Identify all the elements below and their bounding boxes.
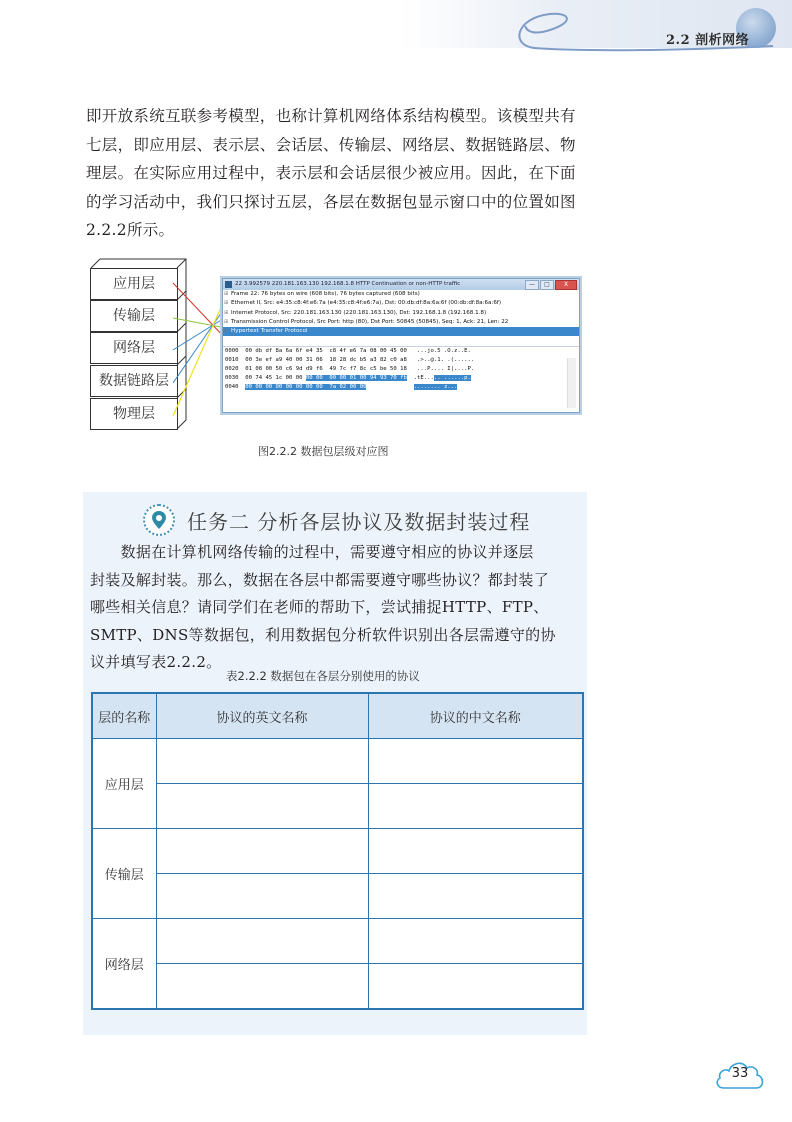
- layer-name-cell: 传输层: [92, 829, 156, 919]
- hex-row: [225, 374, 579, 383]
- english-name-cell[interactable]: [156, 874, 368, 919]
- section-title: 2.2 剖析网络: [666, 33, 750, 48]
- english-name-cell[interactable]: [156, 784, 368, 829]
- layer-name-cell: 网络层: [92, 919, 156, 1010]
- tree-item-http[interactable]: ⊞ Hypertext Transfer Protocol: [223, 327, 579, 336]
- english-name-cell[interactable]: [156, 829, 368, 874]
- hex-row: [225, 365, 579, 374]
- tree-item-frame[interactable]: ⊞ Frame 22: 76 bytes on wire (608 bits), 76 bytes captured (608 bits): [223, 290, 579, 299]
- hex-offset: 0040: [225, 384, 239, 391]
- task-line: 数据在计算机网络传输的过程中，需要遵守相应的协议并逐层: [90, 543, 534, 561]
- hex-ascii: .>..@.1. .(......: [417, 357, 475, 364]
- table-row: [92, 964, 583, 1010]
- table-caption: 表2.2.2 数据包在各层分别使用的协议: [226, 669, 420, 683]
- table-header-row: [92, 693, 583, 739]
- chinese-name-cell[interactable]: [368, 829, 583, 874]
- layer-physical: 物理层: [90, 398, 178, 430]
- hex-ascii: .tE...: [413, 375, 434, 382]
- hex-ascii-highlighted: ........ z...: [413, 384, 458, 391]
- table-row: [92, 784, 583, 829]
- hex-bytes: 00 74 45 1c 00 00: [245, 375, 306, 382]
- layer-connector-lines: [160, 270, 230, 425]
- hex-ascii: ...P.... I|....P.: [417, 366, 475, 373]
- chinese-name-cell[interactable]: [368, 919, 583, 964]
- task-line: 哪些相关信息？请同学们在老师的帮助下，尝试捕捉HTTP、FTP、: [90, 598, 549, 616]
- hex-bytes: 01 08 00 50 c6 9d d9 f6 49 7c f7 8c c5 be 50 18: [245, 366, 407, 373]
- hex-offset: 0010: [225, 357, 239, 364]
- packet-window-title: 22 3.992579 220.181.163.130 192.168.1.8 HTTP Continuation or non-HTTP traffic: [235, 281, 461, 287]
- hex-offset: 0000: [225, 348, 239, 355]
- chinese-name-cell[interactable]: [368, 739, 583, 784]
- packet-detail-tree: [223, 290, 579, 336]
- maximize-button[interactable]: □: [540, 280, 554, 290]
- chinese-name-cell[interactable]: [368, 784, 583, 829]
- hex-ascii-highlighted: .. ......p.: [433, 375, 471, 382]
- connector-application: [173, 283, 226, 339]
- tree-item-ip[interactable]: ⊞ Internet Protocol, Src: 220.181.163.130 (220.181.163.130), Dst: 192.168.1.8 (192.168.1.8): [223, 309, 579, 318]
- layer-datalink: 数据链路层: [90, 365, 178, 397]
- hex-row: [225, 356, 579, 365]
- task-paragraph: [90, 539, 582, 677]
- close-button[interactable]: X: [555, 280, 577, 290]
- minimize-button[interactable]: —: [525, 280, 539, 290]
- hex-scrollbar[interactable]: [567, 358, 576, 408]
- table-row: [92, 739, 583, 784]
- task-line: SMTP、DNS等数据包，利用数据包分析软件识别出各层需遵守的协: [90, 625, 556, 644]
- location-pin-icon: [143, 504, 175, 536]
- page-number: 33: [731, 1066, 749, 1081]
- intro-line: 即开放系统互联参考模型，也称计算机网络体系结构模型。该模型共有: [86, 107, 576, 125]
- intro-line: 2.2.2所示。: [86, 221, 175, 239]
- english-name-cell[interactable]: [156, 739, 368, 784]
- packet-window: [222, 278, 580, 413]
- task-line: 封装及解封装。那么，数据在各层中都需要遵守哪些协议？都封装了: [90, 570, 550, 589]
- figure-caption: 图2.2.2 数据包层级对应图: [258, 445, 389, 458]
- english-name-cell[interactable]: [156, 919, 368, 964]
- layer-network: 网络层: [90, 332, 178, 364]
- hex-ascii: ...jo.5 .O.z..E.: [417, 348, 471, 355]
- layer-application: 应用层: [90, 268, 178, 300]
- english-name-cell[interactable]: [156, 964, 368, 1010]
- intro-line: 的学习活动中，我们只探讨五层，各层在数据包显示窗口中的位置如图: [86, 192, 576, 211]
- table-row: [92, 829, 583, 874]
- hex-bytes-highlighted: 00 00 00 00 00 00 00 00 7a 02 00 00: [245, 384, 367, 391]
- chinese-name-cell[interactable]: [368, 964, 583, 1010]
- table-row: [92, 919, 583, 964]
- app-icon: [225, 281, 232, 288]
- pane-divider[interactable]: [223, 336, 579, 347]
- header-english-name: 协议的英文名称: [156, 693, 368, 739]
- hex-bytes: 00 3e ef a9 40 00 31 06 18 28 dc b5 a3 82 c0 a8: [245, 357, 407, 364]
- hex-row: [225, 347, 579, 356]
- task-line: 议并填写表2.2.2。: [90, 653, 222, 671]
- task-title-row: [143, 504, 530, 536]
- task-title: 任务二 分析各层协议及数据封装过程: [187, 509, 531, 534]
- intro-line: 理层。在实际应用过程中，表示层和会话层很少被应用。因此，在下面: [86, 164, 576, 182]
- hex-pane: [223, 347, 579, 392]
- header-layer-name: 层的名称: [92, 693, 156, 739]
- connector-transport: [173, 318, 226, 328]
- layer-transport: 传输层: [90, 300, 178, 332]
- layer-name-cell: 应用层: [92, 739, 156, 829]
- hex-bytes: 00 db df 8a 6a 6f e4 35 c8 4f e6 7a 08 00 45 00: [245, 348, 407, 355]
- header-chinese-name: 协议的中文名称: [368, 693, 583, 739]
- tree-item-ethernet[interactable]: ⊞ Ethernet II, Src: e4:35:c8:4f:e6:7a (e4:35:c8:4f:e6:7a), Dst: 00:db:df:8a:6a:6f (00:db:df:8a:6a:6f): [223, 299, 579, 308]
- hex-offset: 0030: [225, 375, 239, 382]
- protocol-table: [91, 692, 584, 1010]
- hex-offset: 0020: [225, 366, 239, 373]
- packet-window-titlebar: [223, 279, 579, 290]
- hex-bytes-highlighted: 00 00 00 00 01 00 94 93 70 fb: [305, 375, 407, 382]
- chinese-name-cell[interactable]: [368, 874, 583, 919]
- intro-line: 七层，即应用层、表示层、会话层、传输层、网络层、数据链路层、物: [86, 135, 576, 154]
- hex-row: [225, 383, 579, 392]
- table-row: [92, 874, 583, 919]
- connector-physical: [173, 296, 226, 416]
- intro-paragraph: [86, 102, 591, 245]
- tree-item-tcp[interactable]: ⊞ Transmission Control Protocol, Src Port: http (80), Dst Port: 50845 (50845), Seq: 1, Ack: 21, Len: 22: [223, 318, 579, 327]
